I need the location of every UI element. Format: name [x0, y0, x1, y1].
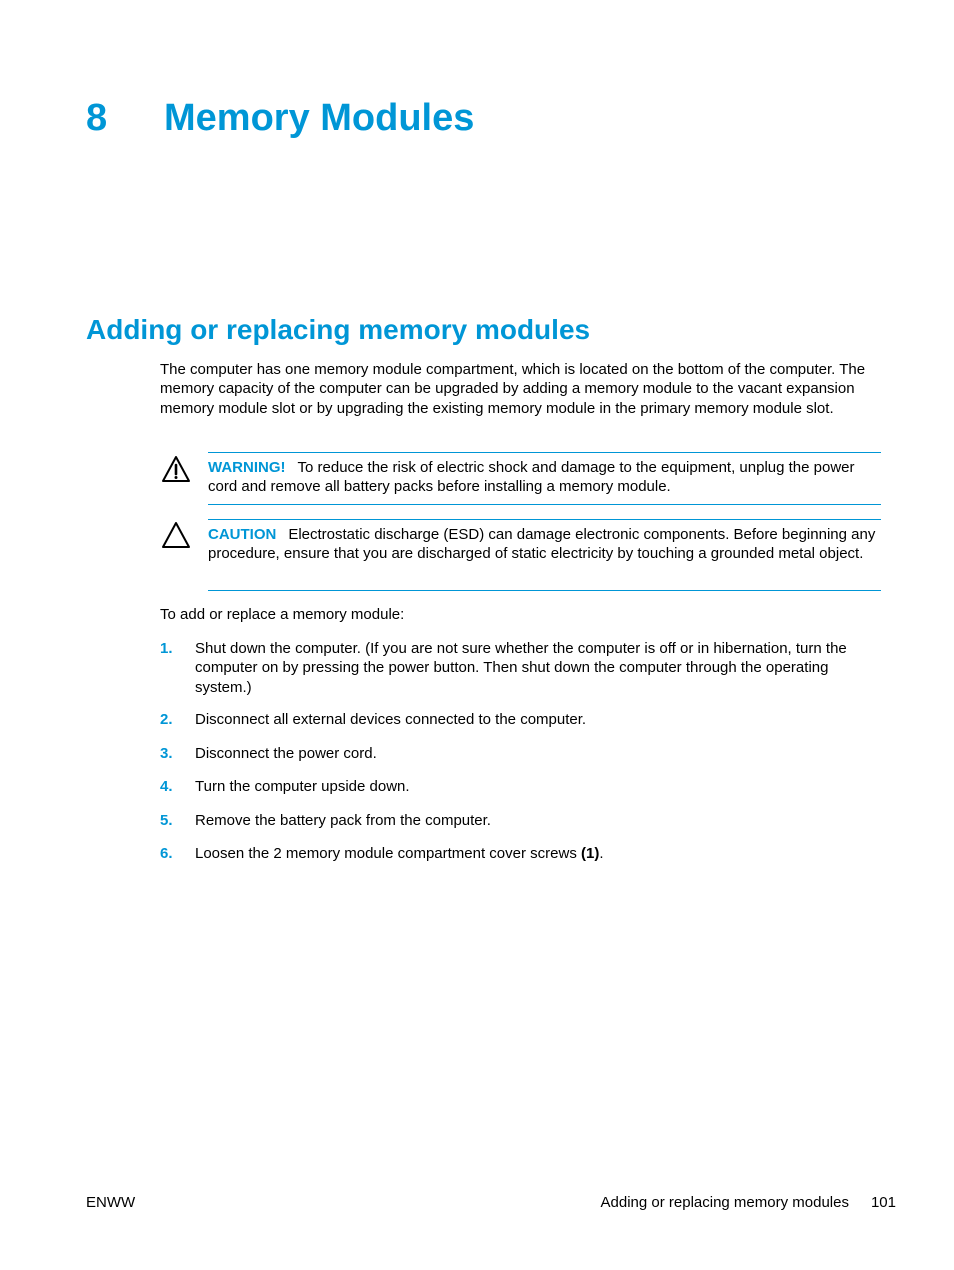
step-number: 2.: [160, 711, 173, 728]
section-heading: Adding or replacing memory modules: [86, 314, 591, 345]
step-number: 1.: [160, 640, 173, 657]
chapter-number: 8: [86, 97, 108, 139]
warning-triangle-icon: [161, 455, 191, 483]
step-number: 4.: [160, 778, 173, 795]
step-text: Disconnect the power cord.: [195, 745, 377, 762]
step-text: [195, 844, 875, 863]
step-text: Disconnect all external devices connected to the computer.: [195, 711, 587, 728]
step-number: 6.: [160, 845, 173, 862]
chapter-title: Memory Modules: [164, 97, 475, 139]
caution-label: CAUTION: [208, 526, 277, 543]
chapter-heading: [86, 96, 474, 140]
step-number: 5.: [160, 812, 173, 829]
footer-right: [601, 1193, 896, 1212]
list-item: [160, 844, 880, 863]
warning-text: To reduce the risk of electric shock and damage to the equipment, unplug the power cord and remove all battery packs before installing a memory module.: [208, 459, 855, 496]
caution-text: Electrostatic discharge (ESD) can damage electronic components. Before beginning any procedure, ensure that you are discharged of static electricity by touching a grounded metal object.: [208, 526, 876, 563]
step-text-main: Loosen the 2 memory module compartment cover screws: [195, 845, 577, 862]
page-number: 101: [870, 1194, 896, 1211]
step-text: Turn the computer upside down.: [195, 778, 410, 795]
intro-paragraph: The computer has one memory module compartment, which is located on the bottom of the computer. The memory capacity of the computer can be upgraded by adding a memory module to the vacant expansion memory module slot or by upgrading the existing memory module in the primary memory module slot.: [160, 361, 866, 417]
footer-left: ENWW: [86, 1194, 136, 1211]
list-item: [160, 811, 880, 830]
step-number: 3.: [160, 745, 173, 762]
step-text: Remove the battery pack from the computer.: [195, 812, 491, 829]
list-item: [160, 639, 880, 697]
caution-note: [208, 519, 881, 591]
caution-triangle-icon: [161, 521, 191, 549]
step-text: Shut down the computer. (If you are not sure whether the computer is off or in hibernation, turn the computer on by pressing the power button. Then shut down the computer through the operating system.): [195, 640, 847, 696]
callout-number: (1): [581, 845, 600, 862]
list-item: [160, 710, 880, 729]
footer-section-title: Adding or replacing memory modules: [600, 1194, 849, 1211]
step-text-tail: .: [599, 845, 604, 862]
procedure-lead: To add or replace a memory module:: [160, 606, 405, 623]
warning-note: [208, 452, 881, 505]
list-item: [160, 744, 880, 763]
warning-label: WARNING!: [208, 459, 286, 476]
list-item: [160, 777, 880, 796]
